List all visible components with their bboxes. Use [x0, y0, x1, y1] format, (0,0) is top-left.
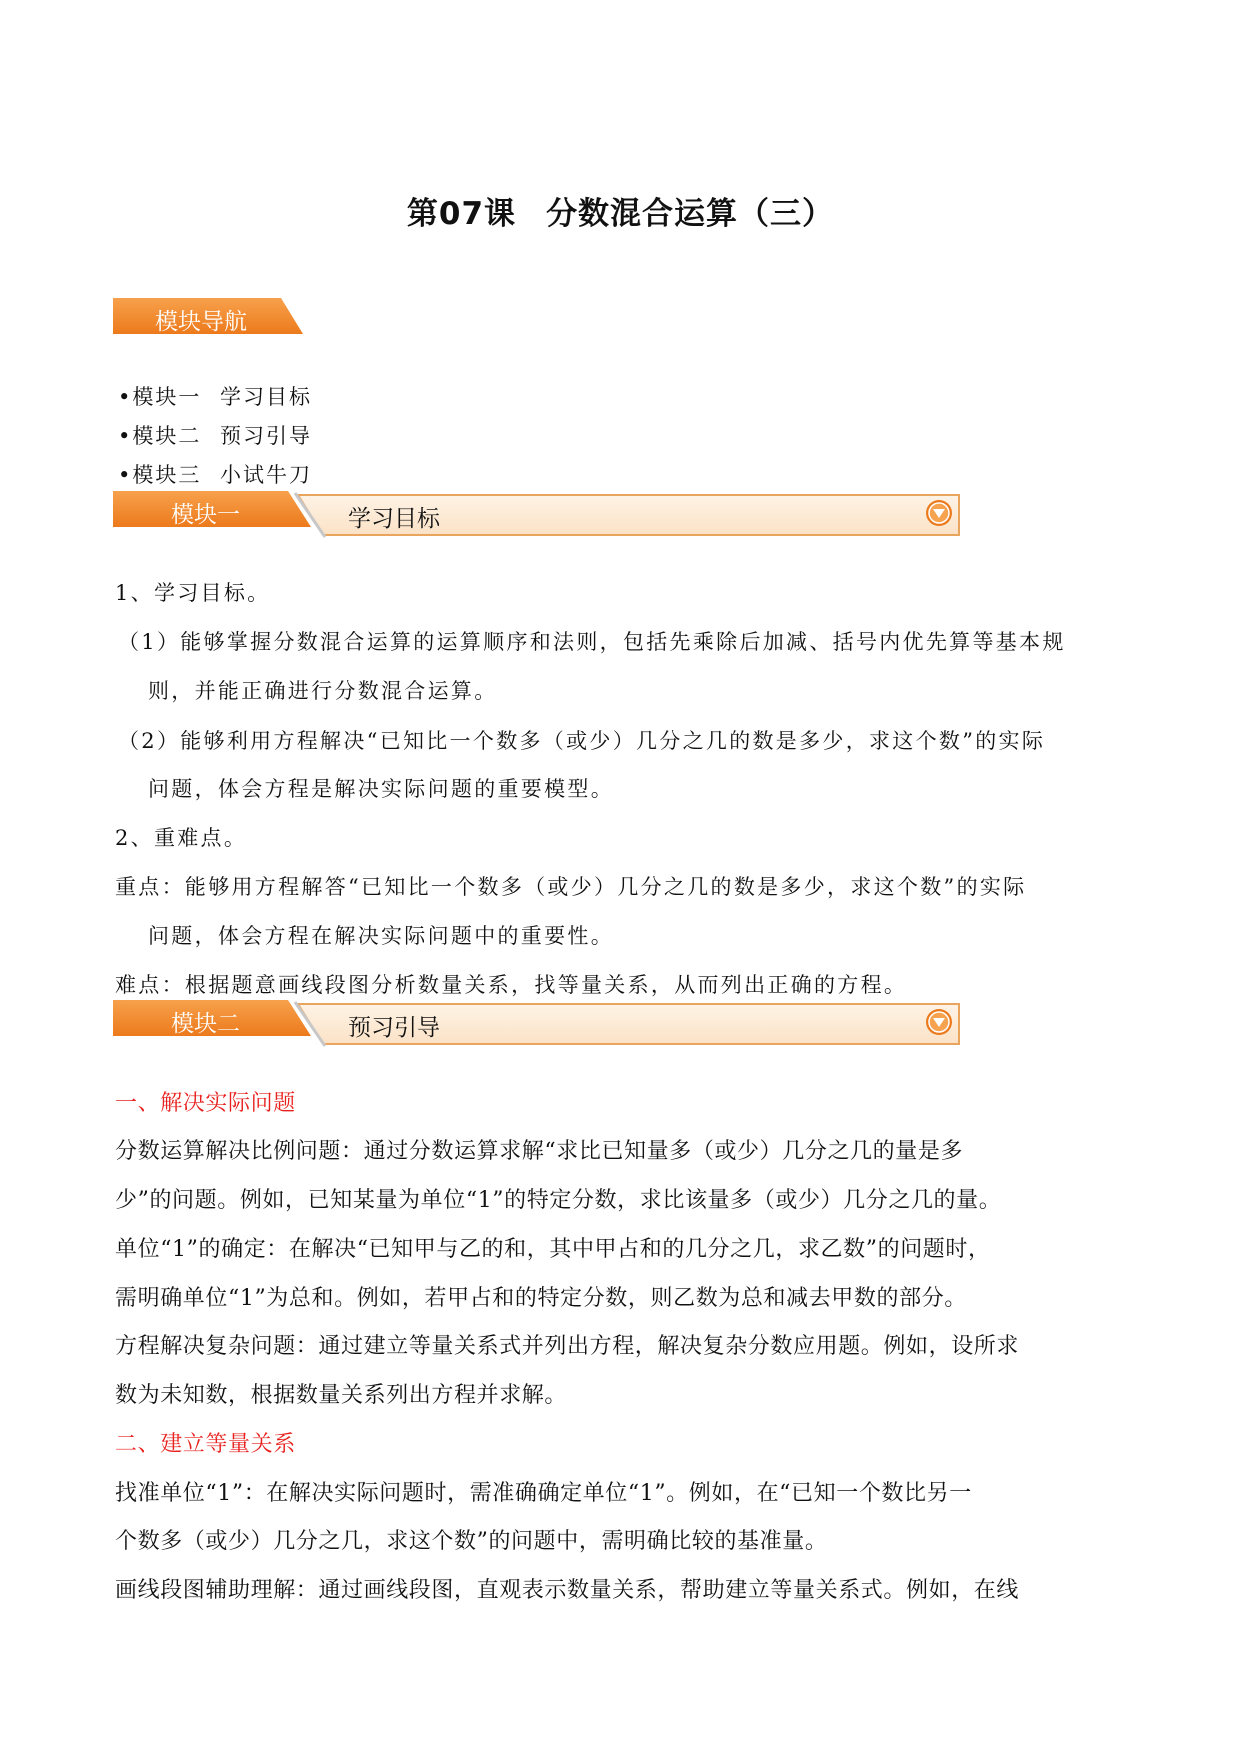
banner-shape [113, 491, 963, 539]
section1-line: 数为未知数，根据数量关系列出方程并求解。 [115, 1383, 568, 1408]
goal-1-cont: 则，并能正确进行分数混合运算。 [148, 679, 498, 703]
toc-item[interactable]: •模块一 学习目标 [118, 385, 312, 409]
section2-line: 找准单位“1”：在解决实际问题时，需准确确定单位“1”。例如，在“已知一个数比另一 [115, 1481, 972, 1506]
difficult-point: 难点：根据题意画线段图分析数量关系，找等量关系，从而列出正确的方程。 [115, 973, 908, 997]
key-point: 重点：能够用方程解答“已知比一个数多（或少）几分之几的数是多少，求这个数”的实际 [115, 875, 1027, 899]
section1-line: 方程解决复杂问题：通过建立等量关系式并列出方程，解决复杂分数应用题。例如，设所求 [115, 1334, 1020, 1359]
section2-line: 个数多（或少）几分之几，求这个数”的问题中，需明确比较的基准量。 [115, 1529, 828, 1554]
module-toc [118, 378, 312, 495]
chevron-down-icon[interactable] [925, 1008, 953, 1036]
module2-banner [113, 1000, 963, 1048]
module2-label: 模块二 [171, 1011, 240, 1037]
section1-line: 需明确单位“1”为总和。例如，若甲占和的特定分数，则乙数为总和减去甲数的部分。 [115, 1286, 967, 1311]
goals-heading: 1、学习目标。 [115, 581, 271, 605]
key-point-cont: 问题，体会方程在解决实际问题中的重要性。 [148, 924, 614, 948]
section1-line: 分数运算解决比例问题：通过分数运算求解“求比已知量多（或少）几分之几的量是多 [115, 1139, 964, 1164]
module1-banner [113, 491, 963, 539]
chevron-down-icon[interactable] [925, 499, 953, 527]
toc-item[interactable]: •模块三 小试牛刀 [118, 463, 312, 487]
module-nav-tab [113, 298, 303, 334]
section1-heading: 一、解决实际问题 [115, 1091, 296, 1116]
module1-label: 模块一 [171, 502, 240, 528]
banner-shape [113, 1000, 963, 1048]
section2-heading: 二、建立等量关系 [115, 1432, 296, 1457]
goal-1: （1）能够掌握分数混合运算的运算顺序和法则，包括先乘除后加减、括号内优先算等基本规 [118, 630, 1066, 654]
page-title: 第07课 分数混合运算（三） [406, 196, 835, 232]
section1-line: 少”的问题。例如，已知某量为单位“1”的特定分数，求比该量多（或少）几分之几的量。 [115, 1188, 1002, 1213]
toc-item[interactable]: •模块二 预习引导 [118, 424, 312, 448]
section1-line: 单位“1”的确定：在解决“已知甲与乙的和，其中甲占和的几分之几，求乙数”的问题时， [115, 1237, 991, 1262]
section2-line: 画线段图辅助理解：通过画线段图，直观表示数量关系，帮助建立等量关系式。例如，在线 [115, 1578, 1020, 1603]
module1-title: 学习目标 [348, 506, 440, 532]
nav-tab-label: 模块导航 [155, 309, 247, 335]
module2-title: 预习引导 [348, 1015, 440, 1041]
goal-2-cont: 问题，体会方程是解决实际问题的重要模型。 [148, 777, 614, 801]
goal-2: （2）能够利用方程解决“已知比一个数多（或少）几分之几的数是多少，求这个数”的实际 [118, 729, 1046, 753]
keypoints-heading: 2、重难点。 [115, 826, 248, 850]
